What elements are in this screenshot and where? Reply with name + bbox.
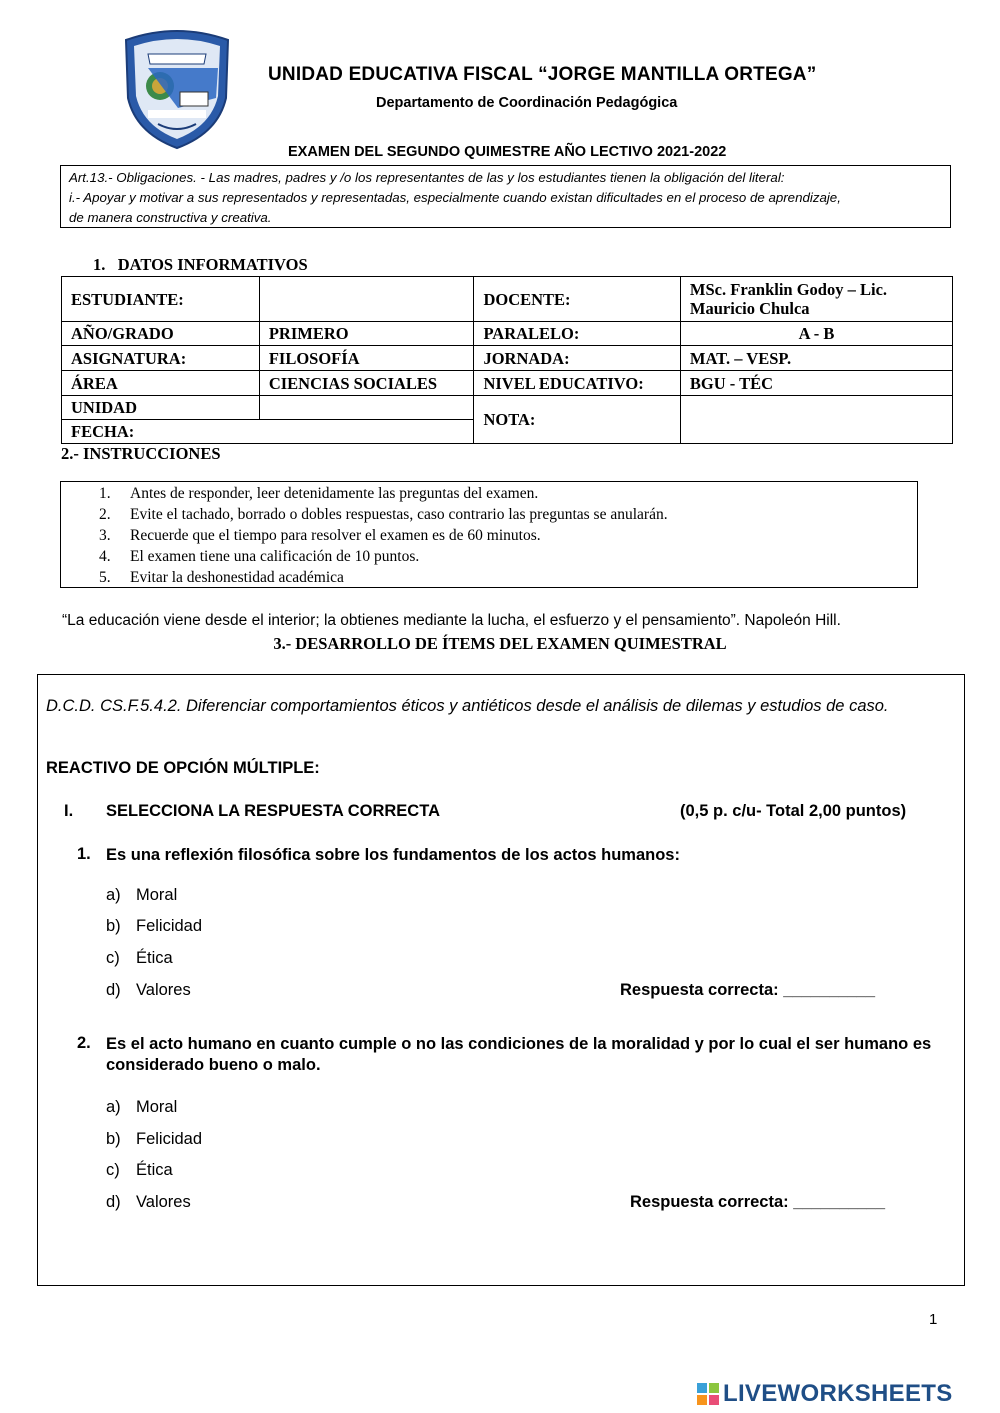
part-title: SELECCIONA LA RESPUESTA CORRECTA xyxy=(106,802,440,820)
instruction-text: Antes de responder, leer detenidamente las preguntas del examen. xyxy=(130,485,539,502)
option-letter: a) xyxy=(106,886,121,904)
jornada-label: JORNADA: xyxy=(474,346,680,371)
fecha-label: FECHA: xyxy=(62,420,474,444)
legal-line: de manera constructiva y creativa. xyxy=(69,210,272,225)
estudiante-field[interactable] xyxy=(259,277,474,322)
legal-line: i.- Apoyar y motivar a sus representados y representadas, especialmente cuando existan dificultades en el proceso de aprendizaje, xyxy=(69,190,841,205)
liveworksheets-logo-icon xyxy=(697,1383,719,1405)
reactivo-heading: REACTIVO DE OPCIÓN MÚLTIPLE: xyxy=(46,759,320,777)
option-letter: d) xyxy=(106,981,121,999)
question-text: Es el acto humano en cuanto cumple o no las condiciones de la moralidad y por lo cual el ser humano es considerado bueno o malo. xyxy=(106,1035,932,1074)
instruction-item xyxy=(61,504,917,525)
question-number: 1. xyxy=(77,845,91,863)
instruction-text: Recuerde que el tiempo para resolver el examen es de 60 minutos. xyxy=(130,527,541,544)
legal-line: Art.13.- Obligaciones. - Las madres, padres y /o los representantes de las y los estudiantes tienen la obligación del literal: xyxy=(69,170,785,185)
option-letter: c) xyxy=(106,1161,120,1179)
school-name: UNIDAD EDUCATIVA FISCAL “JORGE MANTILLA ORTEGA” xyxy=(268,64,817,85)
area-label: ÁREA xyxy=(62,371,260,396)
asignatura-value: FILOSOFÍA xyxy=(259,346,474,371)
watermark-text: LIVEWORKSHEETS xyxy=(723,1380,953,1407)
nota-label: NOTA: xyxy=(474,396,680,444)
instruction-item xyxy=(61,546,917,567)
estudiante-label: ESTUDIANTE: xyxy=(62,277,260,322)
option-text[interactable]: Valores xyxy=(136,981,191,999)
answer-blank[interactable]: Respuesta correcta: __________ xyxy=(620,981,876,999)
student-info-table xyxy=(61,276,953,444)
option-text[interactable]: Ética xyxy=(136,1161,173,1179)
option-text[interactable]: Moral xyxy=(136,886,178,904)
instruction-number: 4. xyxy=(99,548,111,565)
instruction-text: El examen tiene una calificación de 10 puntos. xyxy=(130,548,420,565)
school-logo xyxy=(118,28,236,150)
unidad-label: UNIDAD xyxy=(62,396,260,420)
instruction-text: Evite el tachado, borrado o dobles respuestas, caso contrario las preguntas se anularán. xyxy=(130,506,668,523)
option-text[interactable]: Ética xyxy=(136,949,173,967)
paralelo-value: A - B xyxy=(680,322,952,346)
option-letter: a) xyxy=(106,1098,121,1116)
option-letter: d) xyxy=(106,1193,121,1211)
instructions-box xyxy=(60,481,918,588)
skill-criterion: D.C.D. CS.F.5.4.2. Diferenciar comportamientos éticos y antiéticos desde el análisis de dilemas y estudios de caso. xyxy=(46,697,889,715)
nivel-value: BGU - TÉC xyxy=(680,371,952,396)
exam-title: EXAMEN DEL SEGUNDO QUIMESTRE AÑO LECTIVO 2021-2022 xyxy=(288,144,727,160)
jornada-value: MAT. – VESP. xyxy=(680,346,952,371)
option-letter: c) xyxy=(106,949,120,967)
nivel-label: NIVEL EDUCATIVO: xyxy=(474,371,680,396)
instruction-item xyxy=(61,567,917,588)
paralelo-label: PARALELO: xyxy=(474,322,680,346)
anio-label: AÑO/GRADO xyxy=(62,322,260,346)
page-number: 1 xyxy=(929,1311,938,1328)
docente-label: DOCENTE: xyxy=(474,277,680,322)
area-value: CIENCIAS SOCIALES xyxy=(259,371,474,396)
section-2-title: 2.- INSTRUCCIONES xyxy=(61,444,221,463)
nota-field[interactable] xyxy=(680,396,952,444)
instruction-number: 1. xyxy=(99,485,111,502)
answer-blank[interactable]: Respuesta correcta: __________ xyxy=(630,1193,886,1211)
option-letter: b) xyxy=(106,917,121,935)
option-letter: b) xyxy=(106,1130,121,1148)
instruction-text: Evitar la deshonestidad académica xyxy=(130,569,344,586)
department-name: Departamento de Coordinación Pedagógica xyxy=(376,95,678,111)
question-number: 2. xyxy=(77,1034,91,1052)
option-text[interactable]: Moral xyxy=(136,1098,178,1116)
liveworksheets-watermark xyxy=(697,1379,953,1409)
instruction-number: 2. xyxy=(99,506,111,523)
legal-notice-box xyxy=(60,165,951,228)
quote: “La educación viene desde el interior; la obtienes mediante la lucha, el esfuerzo y el pensamiento”. Napoleón Hill. xyxy=(62,612,841,629)
section-3-title: 3.- DESARROLLO DE ÍTEMS DEL EXAMEN QUIMESTRAL xyxy=(273,634,727,653)
question-text: Es una reflexión filosófica sobre los fundamentos de los actos humanos: xyxy=(106,846,680,864)
asignatura-label: ASIGNATURA: xyxy=(62,346,260,371)
unidad-field[interactable] xyxy=(259,396,474,420)
option-text[interactable]: Felicidad xyxy=(136,1130,203,1148)
anio-value: PRIMERO xyxy=(259,322,474,346)
part-numeral: I. xyxy=(64,802,74,820)
instruction-item xyxy=(61,525,917,546)
instruction-number: 3. xyxy=(99,527,111,544)
instruction-item xyxy=(61,483,917,504)
instruction-number: 5. xyxy=(99,569,111,586)
section-1-title: 1. DATOS INFORMATIVOS xyxy=(93,255,308,274)
points-label: (0,5 p. c/u- Total 2,00 puntos) xyxy=(680,802,907,820)
docente-value: MSc. Franklin Godoy – Lic. Mauricio Chulca xyxy=(680,277,952,322)
option-text[interactable]: Valores xyxy=(136,1193,191,1211)
option-text[interactable]: Felicidad xyxy=(136,917,203,935)
